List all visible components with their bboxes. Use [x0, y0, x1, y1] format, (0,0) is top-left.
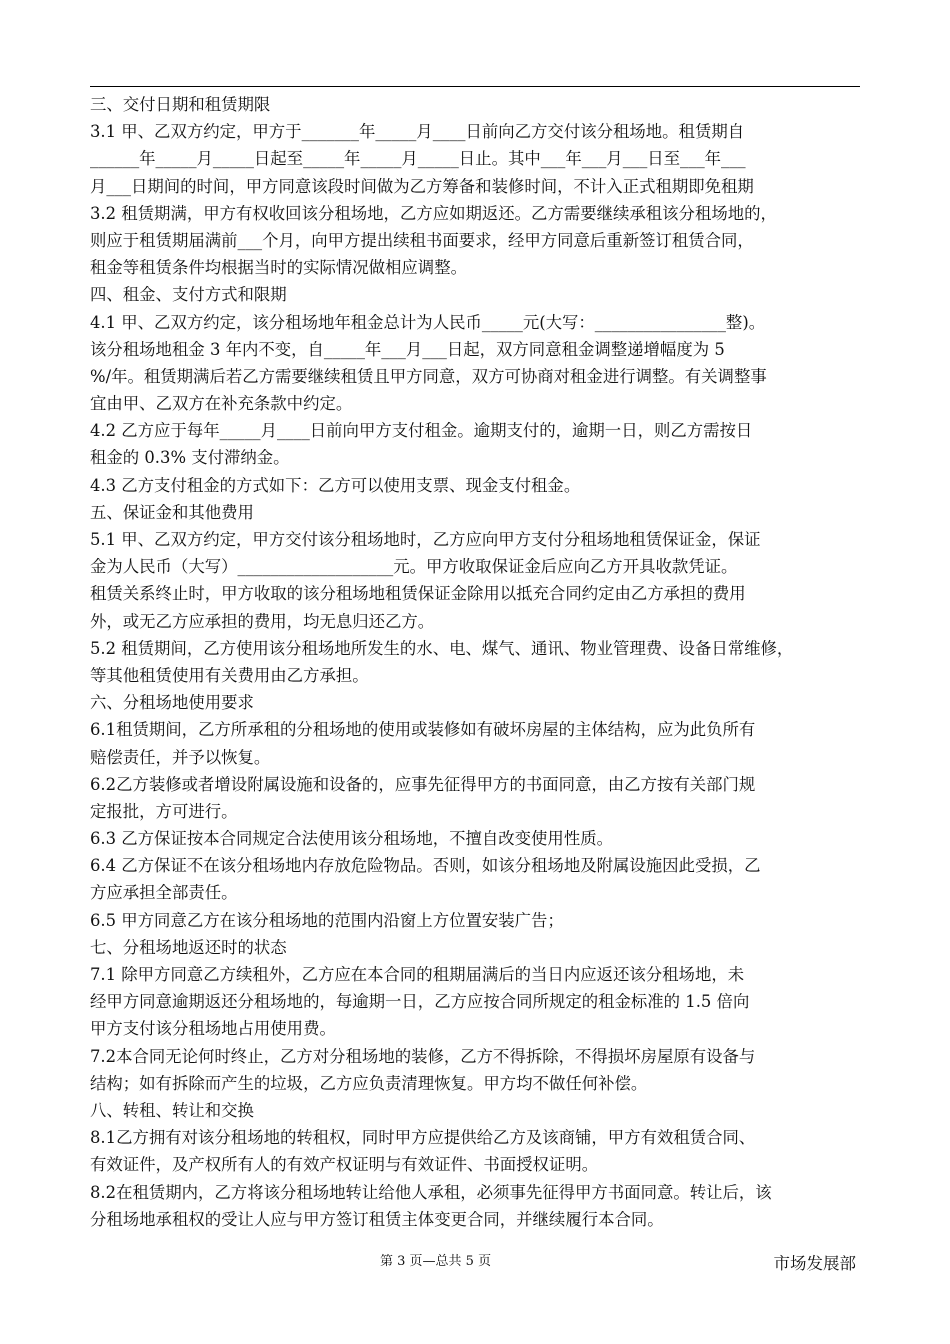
text-line: 7.1 除甲方同意乙方续租外，乙方应在本合同的租期届满后的当日内应返还该分租场地，未: [90, 965, 745, 984]
section-heading: 八、转租、转让和交换: [90, 1100, 254, 1120]
text-line: 甲方支付该分租场地占用使用费。: [90, 1019, 336, 1039]
section-heading: 七、分租场地返还时的状态: [90, 937, 287, 957]
text-line: 8.1乙方拥有对该分租场地的转租权，同时甲方应提供给乙方及该商铺，甲方有效租赁合同、: [90, 1128, 756, 1148]
text-line: 6.2乙方装修或者增设附属设施和设备的，应事先征得甲方的书面同意，由乙方按有关部门规: [90, 774, 756, 794]
contract-body: [90, 91, 860, 1233]
text-line: 定报批，方可进行。: [90, 801, 238, 821]
text-line: 租赁关系终止时，甲方收取的该分租场地租赁保证金除用以抵充合同约定由乙方承担的费用: [90, 584, 746, 604]
text-line: 方应承担全部责任。: [90, 883, 238, 903]
header-rule: [90, 86, 860, 87]
text-line: 则应于租赁期届满前___个月，向甲方提出续租书面要求，经甲方同意后重新签订租赁合同，: [90, 230, 754, 250]
text-line: %/年。租赁期满后若乙方需要继续租赁且甲方同意，双方可协商对租金进行调整。有关调整事: [90, 366, 767, 386]
text-line: 6.5 甲方同意乙方在该分租场地的范围内沿窗上方位置安装广告；: [90, 910, 564, 930]
text-line: 4.2 乙方应于每年_____月____日前向甲方支付租金。逾期支付的，逾期一日，则乙方需按日: [90, 421, 753, 441]
text-line: 结构；如有拆除而产生的垃圾，乙方应负责清理恢复。甲方均不做任何补偿。: [90, 1073, 648, 1093]
text-line: 该分租场地租金 3 年内不变，自_____年___月___日起，双方同意租金调整递增幅度为 5: [90, 339, 725, 359]
department-label: 市场发展部: [773, 1254, 856, 1273]
section-heading: 五、保证金和其他费用: [90, 502, 254, 522]
text-line: 租金的 0.3% 支付滞纳金。: [90, 448, 290, 468]
text-line: 月___日期间的时间，甲方同意该段时间做为乙方筹备和装修时间，不计入正式租期即免租期: [90, 176, 754, 196]
section-heading: 三、交付日期和租赁期限: [90, 95, 271, 114]
text-line: 7.2本合同无论何时终止，乙方对分租场地的装修，乙方不得拆除，不得损坏房屋原有设备与: [90, 1046, 756, 1066]
section-heading: 六、分租场地使用要求: [90, 693, 254, 713]
section-heading: 四、租金、支付方式和限期: [90, 285, 287, 305]
text-line: 4.1 甲、乙双方约定，该分租场地年租金总计为人民币_____元(大写：________________整)。: [90, 312, 766, 332]
text-line: 4.3 乙方支付租金的方式如下：乙方可以使用支票、现金支付租金。: [90, 475, 581, 495]
text-line: 分租场地承租权的受让人应与甲方签订租赁主体变更合同，并继续履行本合同。: [90, 1209, 664, 1229]
text-line: 宜由甲、乙双方在补充条款中约定。: [90, 394, 353, 414]
text-line: 经甲方同意逾期返还分租场地的，每逾期一日，乙方应按合同所规定的租金标准的 1.5 倍向: [90, 992, 750, 1012]
text-line: 金为人民币（大写）___________________元。甲方收取保证金后应向乙方开具收款凭证。: [90, 557, 738, 577]
text-line: 租金等租赁条件均根据当时的实际情况做相应调整。: [90, 258, 467, 278]
text-line: 赔偿责任，并予以恢复。: [90, 747, 271, 767]
text-line: 等其他租赁使用有关费用由乙方承担。: [90, 665, 369, 685]
text-line: 6.1租赁期间，乙方所承租的分租场地的使用或装修如有破坏房屋的主体结构，应为此负所有: [90, 720, 756, 740]
text-line: 有效证件，及产权所有人的有效产权证明与有效证件、书面授权证明。: [90, 1155, 599, 1175]
text-line: 3.1 甲、乙双方约定，甲方于_______年_____月____日前向乙方交付该分租场地。租赁期自: [90, 122, 745, 142]
text-line: 外，或无乙方应承担的费用，均无息归还乙方。: [90, 611, 435, 631]
text-line: 6.3 乙方保证按本合同规定合法使用该分租场地，不擅自改变使用性质。: [90, 829, 613, 849]
text-line: 8.2在租赁期内，乙方将该分租场地转让给他人承租，必须事先征得甲方书面同意。转让后，该: [90, 1182, 772, 1202]
text-line: 5.1 甲、乙双方约定，甲方交付该分租场地时，乙方应向甲方支付分租场地租赁保证金，保证: [90, 530, 761, 549]
page-number: 第 3 页—总共 5 页: [380, 1254, 492, 1269]
text-line: 6.4 乙方保证不在该分租场地内存放危险物品。否则，如该分租场地及附属设施因此受损，乙: [90, 856, 761, 876]
text-line: 5.2 租赁期间，乙方使用该分租场地所发生的水、电、煤气、通讯、物业管理费、设备日常维修，: [90, 638, 794, 658]
text-line: ______年_____月_____日起至_____年_____月_____日止。其中___年___月___日至___年___: [90, 149, 746, 169]
text-line: 3.2 租赁期满，甲方有权收回该分租场地，乙方应如期返还。乙方需要继续承租该分租场地的，: [90, 203, 777, 223]
